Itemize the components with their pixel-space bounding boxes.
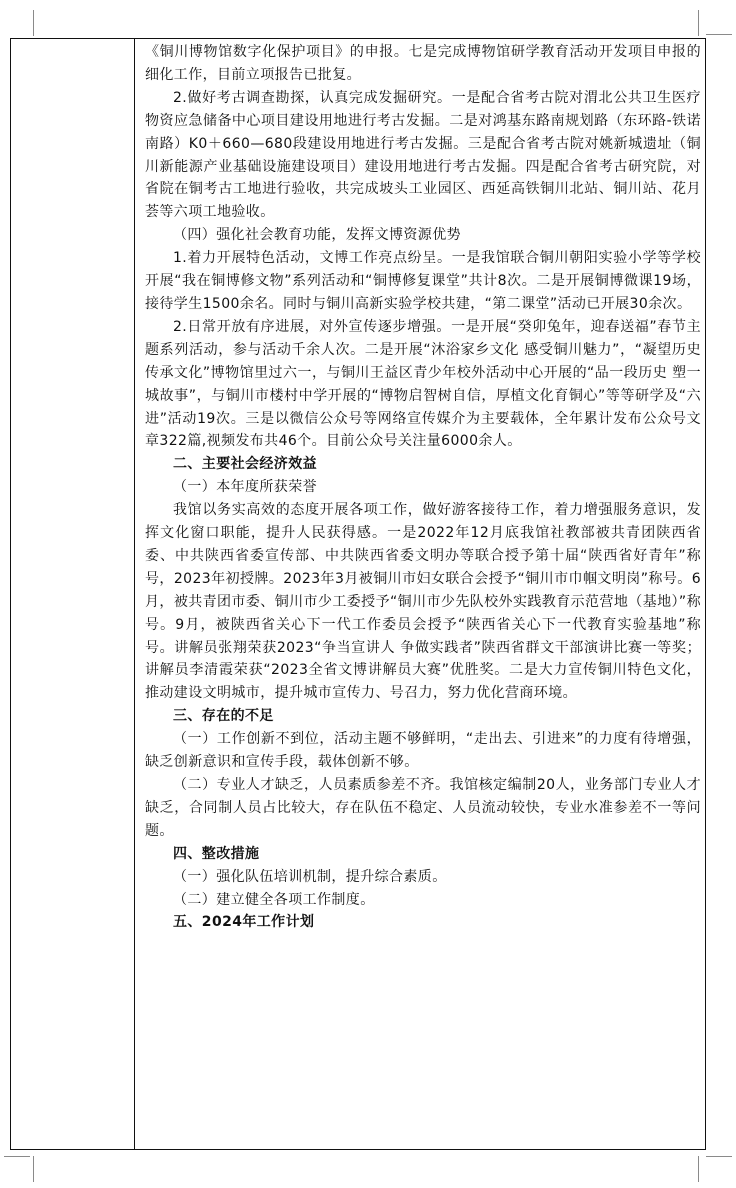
table-left-column: [11, 39, 135, 1149]
crop-mark-bottom-left-v: [33, 1156, 34, 1182]
opening-paragraph: 2.日常开放有序进展，对外宣传逐步增强。一是开展“癸卯兔年，迎春送福”春节主题系列活动，参与活动千余人次。二是开展“沐浴家乡文化 感受铜川魅力”，“凝望历史 传承文化”博物馆里过六一，与铜川王益区青少年校外活动中心开展的“品一段历史 塑一城故事”，与铜川市楼村中学开展的“博物启智树自信，厚植文化育铜心”等等研学及“六进”活动19次。三是以微信公众号等网络宣传媒介为主要载体，全年累计发布公众号文章322篇,视频发布共46个。目前公众号关注量6000余人。: [145, 318, 701, 450]
shortfall-paragraph-1: （一）工作创新不到位，活动主题不够鲜明，“走出去、引进来”的力度有待增强，缺乏创新意识和宣传手段，载体创新不够。: [145, 731, 701, 771]
section-5-heading: 五、2024年工作计划: [173, 914, 315, 931]
section-2-subheading: （一）本年度所获荣誉: [173, 479, 317, 496]
activities-paragraph: 1.着力开展特色活动，文博工作亮点纷呈。一是我馆联合铜川朝阳实验小学等学校开展“我在铜博修文物”系列活动和“铜博修复课堂”共计8次。二是开展铜博微课19场，接待学生1500余名。同时与铜川高新实验学校共建，“第二课堂”活动已开展30余次。: [145, 250, 701, 312]
continuation-paragraph: 《铜川博物馆数字化保护项目》的申报。七是完成博物馆研学教育活动开发项目申报的细化工作，目前立项报告已批复。: [145, 44, 701, 83]
measure-item-1: （一）强化队伍培训机制，提升综合素质。: [173, 868, 447, 885]
report-table: [10, 38, 706, 1150]
measure-item-2: （二）建立健全各项工作制度。: [173, 891, 375, 908]
shortfall-paragraph-2: （二）专业人才缺乏，人员素质参差不齐。我馆核定编制20人，业务部门专业人才缺乏，合同制人员占比较大，存在队伍不稳定、人员流动较快，专业水准参差不一等问题。: [145, 777, 701, 839]
archaeology-paragraph: 2.做好考古调查勘探，认真完成发掘研究。一是配合省考古院对渭北公共卫生医疗物资应急储备中心项目建设用地进行考古发掘。二是对鸿基东路南规划路（东环路-铁诺南路）K0＋660—680段建设用地进行考古发掘。三是配合省考古院对姚新城遗址（铜川新能源产业基础设施建设项目）建设用地进行考古发掘。四是配合省考古研究院，对省院在铜考古工地进行验收，共完成坡头工业园区、西延高铁铜川北站、铜川站、花月荟等六项工地验收。: [145, 89, 701, 221]
sub4-heading: （四）强化社会教育功能，发挥文博资源优势: [173, 227, 461, 244]
section-3-heading: 三、存在的不足: [173, 708, 274, 725]
crop-mark-top-left-v: [33, 10, 34, 36]
crop-mark-bottom-right-v: [698, 1156, 699, 1182]
table-content-cell: [145, 41, 701, 934]
section-4-heading: 四、整改措施: [173, 845, 260, 862]
crop-mark-bottom-right-h: [706, 1156, 732, 1157]
crop-mark-top-right-h: [706, 34, 732, 35]
crop-mark-bottom-left-h: [4, 1156, 30, 1157]
section-2-heading: 二、主要社会经济效益: [173, 456, 317, 473]
crop-mark-top-right-v: [698, 10, 699, 36]
honors-paragraph: 我馆以务实高效的态度开展各项工作，做好游客接待工作，着力增强服务意识，发挥文化窗口职能，提升人民获得感。一是2022年12月底我馆社教部被共青团陕西省委、中共陕西省委宣传部、中共陕西省委文明办等联合授予第十届“陕西省好青年”称号，2023年初授牌。2023年3月被铜川市妇女联合会授予“铜川市巾帼文明岗”称号。6月，被共青团市委、铜川市少工委授予“铜川市少先队校外实践教育示范营地（基地）”称号。9月，被陕西省关心下一代工作委员会授予“陕西省关心下一代教育实验基地”称号。讲解员张翔荣获2023“争当宣讲人 争做实践者”陕西省群文干部演讲比赛一等奖；讲解员李清霞荣获“2023全省文博讲解员大赛”优胜奖。二是大力宣传铜川特色文化，推动建设文明城市，提升城市宣传力、号召力，努力优化营商环境。: [145, 502, 701, 702]
